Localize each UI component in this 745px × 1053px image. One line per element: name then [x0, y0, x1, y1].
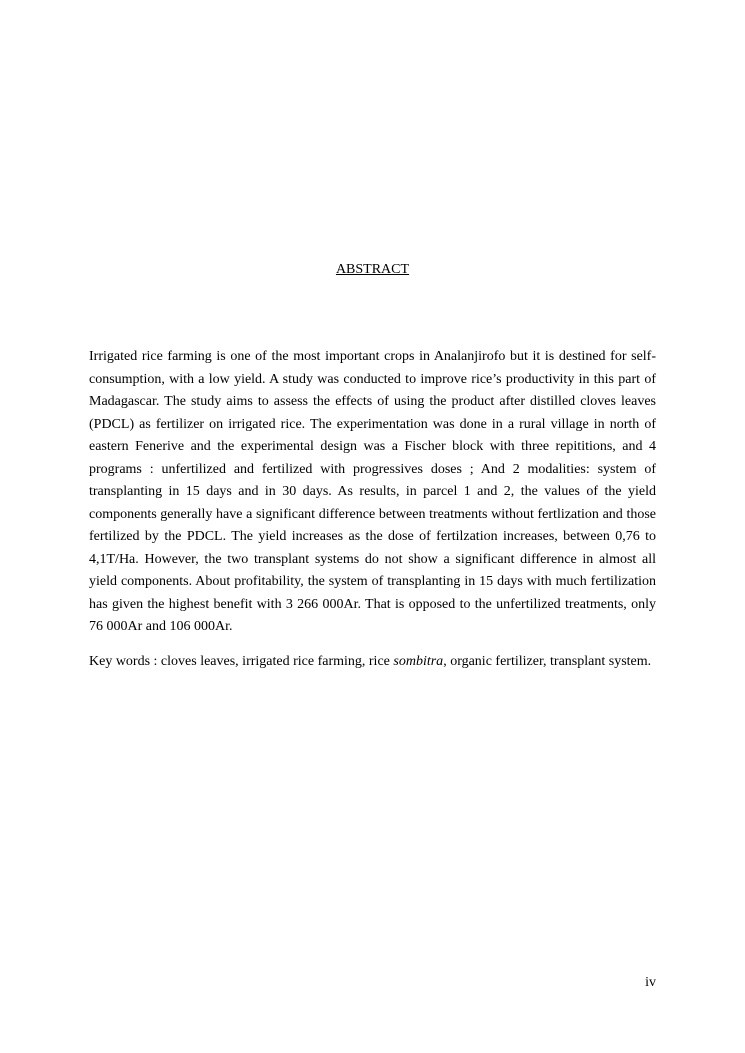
- keywords-italic-term: sombitra: [393, 653, 444, 669]
- keywords-paragraph: [89, 651, 656, 674]
- keywords-prefix: Key words : cloves leaves, irrigated rice farming, rice: [89, 653, 394, 669]
- abstract-body: [89, 346, 656, 673]
- keywords-suffix: , organic fertilizer, transplant system.: [443, 653, 652, 669]
- abstract-heading: ABSTRACT: [335, 262, 410, 277]
- abstract-paragraph: Irrigated rice farming is one of the most important crops in Analanjirofo but it is destined for self-consumption, with a low yield. A study was conducted to improve rice’s productivity in this part of Madagascar. The study aims to assess the effects of using the product after distilled cloves leaves (PDCL) as fertilizer on irrigated rice. The experimentation was done in a rural village in north of eastern Fenerive and the experimental design was a Fischer block with three repititions, and 4 programs : unfertilized and fertilized with progressives doses ; And 2 modalities: system of transplanting in 15 days and in 30 days. As results, in parcel 1 and 2, the values of the yield components generally have a significant difference between treatments without fertlization and those fertilized by the PDCL. The yield increases as the dose of fertilzation increases, between 0,76 to 4,1T/Ha. However, the two transplant systems do not show a significant difference in almost all yield components. About profitability, the system of transplanting in 15 days with much fertilization has given the highest benefit with 3 266 000Ar. That is opposed to the unfertilized treatments, only 76 000Ar and 106 000Ar.: [89, 349, 656, 634]
- page-number: iv: [645, 975, 656, 990]
